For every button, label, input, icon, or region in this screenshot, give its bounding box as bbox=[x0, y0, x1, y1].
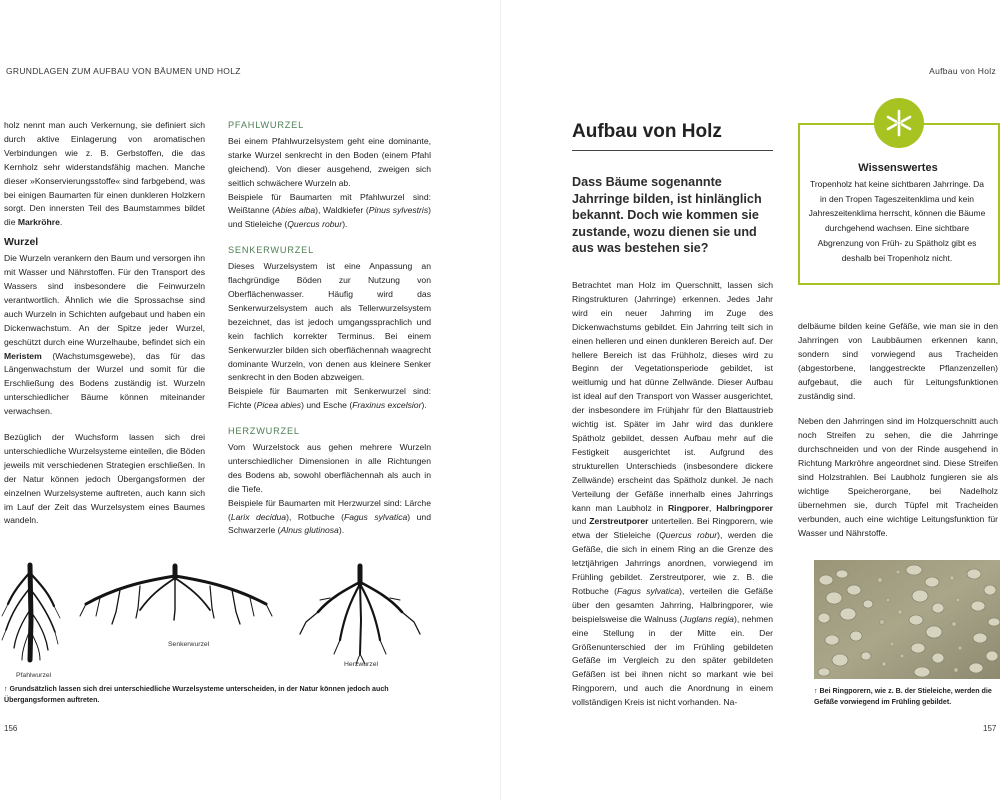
pfahlwurzel-text: Bei einem Pfahlwurzelsystem geht eine dominante, starke Wurzel senkrecht in den Boden (einem Pfahl gleichend). Von dieser ausgehend, zweigen sich seitlich schwächere Wurzeln ab. bbox=[228, 135, 431, 188]
pfahlwurzel-illustration bbox=[2, 565, 60, 660]
label-pfahlwurzel: Pfahlwurzel bbox=[16, 672, 52, 679]
senkerwurzel-heading: SENKERWURZEL bbox=[228, 245, 315, 256]
nadelholz-paragraph: delbäume bilden keine Gefäße, wie man sie in den Jahrringen von Laubbäumen erkennen kann, sondern sind vorwiegend aus Tracheiden (abgestorbene, langgestreckte Pflanzenzellen) aufgebaut, die auch für Leitungsfunktionen zuständig sind. bbox=[798, 321, 998, 401]
left-column-2 bbox=[228, 119, 431, 538]
intro-paragraph: holz nennt man auch Verkernung, sie definiert sich durch aktive Einlagerung von aromatischen Verbindungen wie z. B. Gerbstoffen, die das Kernholz sehr widerstandsfähig machen. Manche dieser »Konservierungsstoffe« sind farbgebend, was bei einigen Baumarten für einen dunkleren Holzkern sorgt. Den innersten Teil des Baumstammes bildet die Markröhre. bbox=[4, 120, 205, 228]
page-fold bbox=[500, 0, 501, 800]
section-heading-wurzel: Wurzel bbox=[4, 236, 39, 249]
info-box-heading: Wissenswertes bbox=[858, 162, 938, 174]
holzstrahlen-paragraph: Neben den Jahrringen sind im Holzquerschnitt auch noch Streifen zu sehen, die die Jahrringe durchschneiden und von der Rinde ausgehend in Richtung Markröhre angeordnet sind. Diese Streifen sind Holzstrahlen. Bei Laubholz fungieren sie als wichtige Speicherorgane, bei Nadelholz übernehmen sie, durch Tüpfel mit Tracheiden verbunden, auch eine wichtige Leitungsfunktion für Wasser und Nährstoffe. bbox=[798, 416, 998, 538]
label-herzwurzel: Herzwurzel bbox=[344, 661, 378, 668]
holz-body: Betrachtet man Holz im Querschnitt, lassen sich Ringstrukturen (Jahrringe) erkennen. Jedes Jahr wird ein neuer Jahrring im Zuge des Dickenwachstums gebildet. Ein Jahrring teilt sich in einen helleren und einen dunkleren Bereich auf. Der hellere Bereich ist das Frühholz, dieses wird zu Beginn der Vegetationsperiode gebildet, ist weitlumig und hat dünne Zellwände. Dieser Aufbau ist ideal auf den Transport von Wasser ausgerichtet, der insbesondere im Frühjahr für den Blattaustrieb wichtig ist. Später im Jahr wird das dunklere Spätholz gebildet, dessen Aufbau mehr auf die Festigkeit ausgerichtet ist. Aufgrund des strukturellen Unterschieds (insbesondere dickere Zellwände) erscheint das Spätholz dunkel. Je nach Verteilung der Gefäße innerhalb eines Jahrrings kann man Laubholz in Ringporer, Halbringporer und Zerstreutporer unterteilen. Bei Ringporern, wie etwa der Stieleiche (Quercus robur), werden die Gefäße, die sich in einem Ring an die Grenze des letztjährigen Jahrrings anordnen, vorwiegend im Frühling gebildet. Zerstreutporer, wie z. B. die Rotbuche (Fagus sylvatica), verteilen die Gefäße über den gesamten Jahrring, Halbringporer, wie beispielsweise die Walnuss (Juglans regia), nehmen eine Stellung in der Mitte ein. Der Größenunterschied der im Frühling gebildeten Gefäße im Vergleich zu den später gebildeten Gefäßen ist bei ihnen nicht so markant wie bei Ringporern, und auch die Anordnung in einem vollständigen Kreis ist nicht vorhanden. Na- bbox=[572, 280, 774, 708]
term-ringporer: Ringporer bbox=[667, 502, 710, 513]
left-column-1 bbox=[4, 119, 205, 528]
wood-cross-section-image bbox=[814, 560, 1000, 679]
senkerwurzel-examples: Beispiele für Baumarten mit Senkerwurzel sind: Fichte (Picea abies) und Esche (Fraxinus excelsior). bbox=[228, 386, 431, 411]
herzwurzel-examples: Beispiele für Baumarten mit Herzwurzel sind: Lärche (Larix decidua), Rotbuche (Fagus sylvatica) und Schwarzerle (Alnus glutinosa). bbox=[228, 497, 431, 536]
herzwurzel-text: Vom Wurzelstock aus gehen mehrere Wurzeln unterschiedlicher Dimensionen in alle Richtungen des Bodens ab, sowohl oberflächennah als auch in die Tiefe. bbox=[228, 442, 431, 494]
right-running-header: Aufbau von Holz bbox=[929, 66, 996, 76]
term-zerstreutporer: Zerstreutporer bbox=[589, 516, 649, 527]
pfahlwurzel-heading: PFAHLWURZEL bbox=[228, 120, 305, 130]
left-page-number: 156 bbox=[4, 724, 18, 733]
page-title: Aufbau von Holz bbox=[572, 121, 722, 142]
ringporer-photo bbox=[814, 560, 1000, 679]
term-meristem: Meristem bbox=[4, 350, 42, 361]
info-box-text: Tropenholz hat keine sichtbaren Jahrringe. Da in den Tropen Tageszeitenklima und kein Jahreszeitenklima herrscht, können die Bäume durchgehend wachsen. Eine sichtbare Abgrenzung von Früh- zu Spätholz gibt es deshalb bei Tropenholz nicht. bbox=[808, 179, 986, 263]
title-rule bbox=[572, 150, 773, 151]
asterisk-icon bbox=[874, 98, 924, 148]
left-running-header: GRUNDLAGEN ZUM AUFBAU VON BÄUMEN UND HOLZ bbox=[6, 66, 241, 76]
pfahlwurzel-examples: Beispiele für Baumarten mit Pfahlwurzel sind: Weißtanne (Abies alba), Waldkiefer (Pinus sylvestris) und Stieleiche (Quercus robur). bbox=[228, 191, 431, 230]
term-markroehre: Markröhre bbox=[17, 217, 60, 228]
herzwurzel-illustration bbox=[300, 566, 420, 664]
label-senkerwurzel: Senkerwurzel bbox=[168, 641, 210, 648]
root-systems-illustration bbox=[0, 560, 460, 675]
senkerwurzel-text: Dieses Wurzelsystem ist eine Anpassung an flachgründige Böden zur Nutzung von Oberflächenwasser. Häufig wird das Senkerwurzelsystem auch als Tellerwurzelsystem bezeichnet, das ist jedoch umgangssprachlich und kein fachlich korrekter Terminus. Bei einem Senkerwurzler bilden sich oberflächennah waagrecht dominante Wurzeln, von denen aus kleinere Senker senkrecht in den Boden abzweigen. bbox=[228, 261, 431, 383]
right-column-2 bbox=[798, 320, 998, 541]
wuchsform-paragraph: Bezüglich der Wuchsform lassen sich drei unterschiedliche Wurzelsysteme einteilen, die Böden jeweils mit verschiedenen Strategien erschließen. In der Natur können jedoch Übergangsformen der einzelnen Wurzelsysteme auftreten, auch kann sich im Lauf der Zeit das Wurzelsystem eines Baumes wandeln. bbox=[4, 432, 205, 526]
herzwurzel-heading: HERZWURZEL bbox=[228, 426, 300, 437]
photo-caption: ↑ Bei Ringporern, wie z. B. der Stieleiche, werden die Gefäße vorwiegend im Frühling gebildet. bbox=[814, 687, 992, 706]
right-page-number: 157 bbox=[983, 724, 997, 733]
right-column-1 bbox=[572, 279, 773, 710]
senkerwurzel-illustration bbox=[80, 566, 272, 624]
roots-caption: ↑ Grundsätzlich lassen sich drei unterschiedliche Wurzelsysteme unterscheiden, in der Natur können jedoch auch Übergangsformen auftreten. bbox=[4, 685, 389, 704]
term-halbringporer: Halbringporer bbox=[716, 502, 774, 513]
lead-text: Dass Bäume sogenannte Jahrringe bilden, ist hinlänglich bekannt. Doch wie kommen sie zustande, wozu dienen sie und aus was bestehen sie? bbox=[572, 175, 762, 255]
info-badge bbox=[874, 98, 924, 148]
wurzel-paragraph: Die Wurzeln verankern den Baum und versorgen ihn mit Wasser und Nährstoffen. Für den Transport des Wassers sind insbesondere die Feinwurzeln verantwortlich. Ähnlich wie die Sprossachse sind auch Wurzeln in Schichten aufgebaut und haben ein Dickenwachstum. An der Spitze jeder Wurzel, geschützt durch eine Wurzelhaube, befindet sich ein Meristem (Wachstumsgewebe), das für das Längenwachstum der Wurzel und somit für die Erschließung des Bodens zuständig ist. Wurzeln unterschiedlicher Bäume können miteinander verwachsen. bbox=[4, 253, 205, 417]
